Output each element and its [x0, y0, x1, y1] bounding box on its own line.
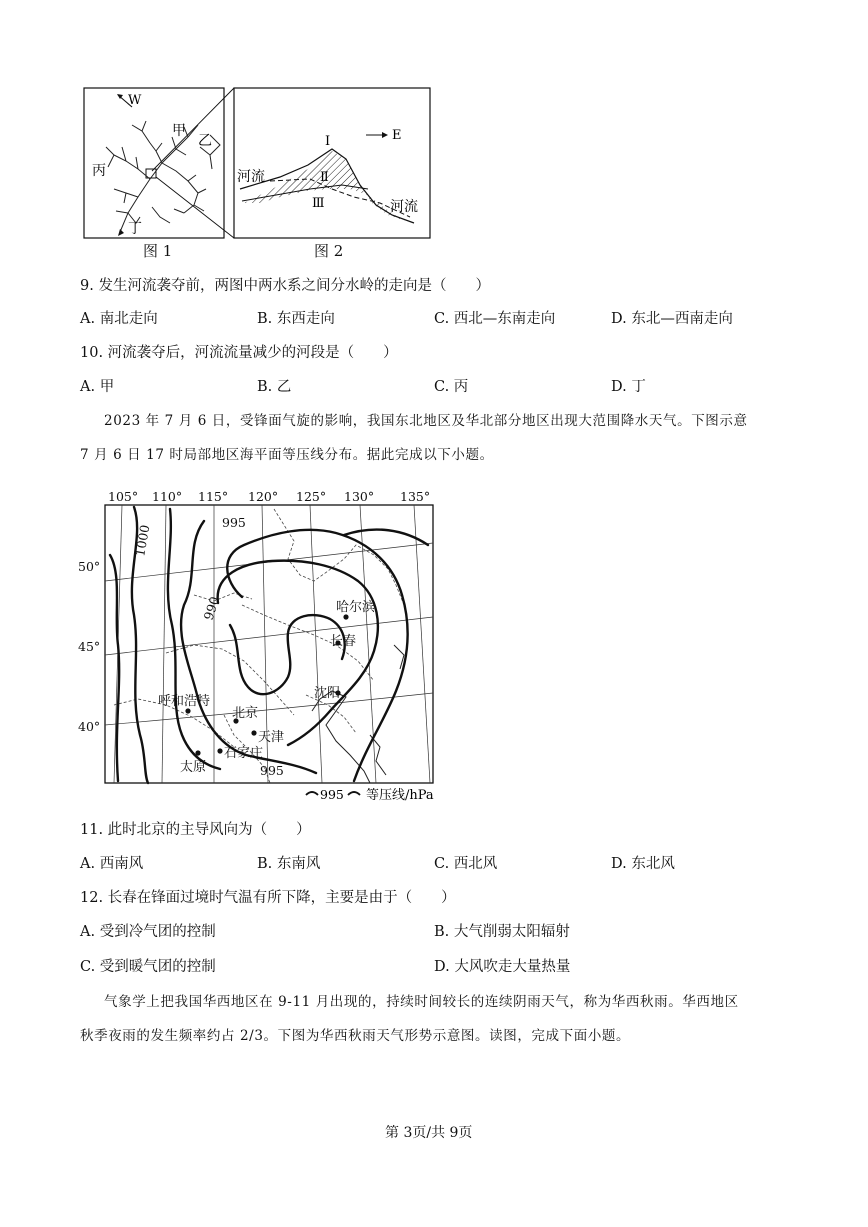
passage3-line1: 气象学上把我国华西地区在 9-11 月出现的，持续时间较长的连续阴雨天气，称为华西秋雨。华西地区	[104, 994, 739, 1010]
passage3-line2: 秋季夜雨的发生频率约占 2/3。下图为华西秋雨天气形势示意图。读图，完成下面小题。	[80, 1028, 631, 1044]
city-harbin: 哈尔滨	[336, 600, 376, 615]
q10-option-b[interactable]: B. 乙	[257, 379, 292, 395]
q12-option-c[interactable]: C. 受到暖气团的控制	[80, 959, 216, 975]
label-river-left: 河流	[237, 169, 265, 185]
city-shenyang: 沈阳	[314, 686, 341, 701]
passage2-line2: 7 月 6 日 17 时局部地区海平面等压线分布。据此完成以下小题。	[80, 447, 494, 463]
label-river-right: 河流	[390, 199, 418, 215]
map-legend	[306, 787, 434, 803]
passage2-line1: 2023 年 7 月 6 日，受锋面气旋的影响，我国东北地区及华北部分地区出现大范围降水天气。下图示意	[104, 413, 748, 429]
q12-option-a[interactable]: A. 受到冷气团的控制	[80, 924, 216, 940]
lat-label: 45°	[78, 639, 101, 654]
q9-option-d[interactable]: D. 东北—西南走向	[611, 311, 733, 327]
q11-option-c[interactable]: C. 西北风	[434, 856, 498, 872]
lat-label: 50°	[78, 559, 101, 574]
figure-2-caption: 图 2	[314, 242, 344, 260]
label-e: E	[392, 128, 402, 143]
lon-label: 120°	[248, 489, 279, 504]
q12-option-d[interactable]: D. 大风吹走大量热量	[434, 959, 571, 975]
label-jia: 甲	[172, 123, 186, 139]
label-bing: 丙	[92, 163, 106, 179]
label-i: I	[325, 134, 331, 149]
label-ii: Ⅱ	[320, 170, 329, 185]
latitude-labels	[78, 559, 100, 734]
page-footer: 第 3页/共 9页	[385, 1125, 473, 1141]
longitude-labels	[108, 489, 430, 504]
q9-stem: 9. 发生河流袭夺前，两图中两水系之间分水岭的走向是（ ）	[80, 278, 490, 294]
figure-1-2	[80, 85, 435, 260]
city-hohhot: 呼和浩特	[158, 694, 211, 709]
lon-label: 105°	[108, 489, 139, 504]
label-w: W	[128, 93, 142, 108]
legend-text: 等压线/hPa	[366, 788, 434, 803]
city-tianjin: 天津	[258, 730, 285, 745]
q11-option-d[interactable]: D. 东北风	[611, 856, 675, 872]
q10-stem: 10. 河流袭夺后，河流流量减少的河段是（ ）	[80, 345, 398, 361]
q9-option-b[interactable]: B. 东西走向	[257, 311, 335, 327]
lon-label: 130°	[344, 489, 375, 504]
q12-stem: 12. 长春在锋面过境时气温有所下降，主要是由于（ ）	[80, 890, 456, 906]
city-changchun: 长春	[330, 634, 357, 649]
isobar-map	[74, 485, 446, 803]
q12-option-b[interactable]: B. 大气削弱太阳辐射	[434, 924, 570, 940]
q11-option-a[interactable]: A. 西南风	[80, 856, 144, 872]
lon-label: 135°	[400, 489, 431, 504]
zoom-line-top	[152, 88, 234, 171]
city-shijiazhuang: 石家庄	[224, 746, 264, 761]
q9-option-c[interactable]: C. 西北—东南走向	[434, 311, 556, 327]
q10-option-d[interactable]: D. 丁	[611, 379, 646, 395]
lon-label: 110°	[152, 489, 183, 504]
zoom-line-bottom	[156, 177, 234, 238]
city-taiyuan: 太原	[180, 760, 207, 775]
lon-label: 125°	[296, 489, 327, 504]
label-yi: 乙	[198, 133, 212, 149]
figure-1-caption: 图 1	[143, 242, 173, 260]
q10-option-a[interactable]: A. 甲	[80, 379, 115, 395]
city-beijing: 北京	[232, 706, 259, 721]
label-iii: Ⅲ	[312, 196, 325, 211]
legend-value: 995	[320, 787, 344, 802]
q10-option-c[interactable]: C. 丙	[434, 379, 469, 395]
isobar-label-995-top: 995	[222, 515, 246, 530]
isobar-label-995-bottom: 995	[260, 763, 284, 778]
isobar-label-990: 990	[200, 594, 223, 622]
q11-stem: 11. 此时北京的主导风向为（ ）	[80, 822, 311, 838]
lat-label: 40°	[78, 719, 101, 734]
q11-option-b[interactable]: B. 东南风	[257, 856, 321, 872]
lon-label: 115°	[198, 489, 229, 504]
isobar-label-1000: 1000	[132, 523, 153, 558]
label-ding: 丁	[128, 221, 142, 237]
q9-option-a[interactable]: A. 南北走向	[80, 311, 158, 327]
